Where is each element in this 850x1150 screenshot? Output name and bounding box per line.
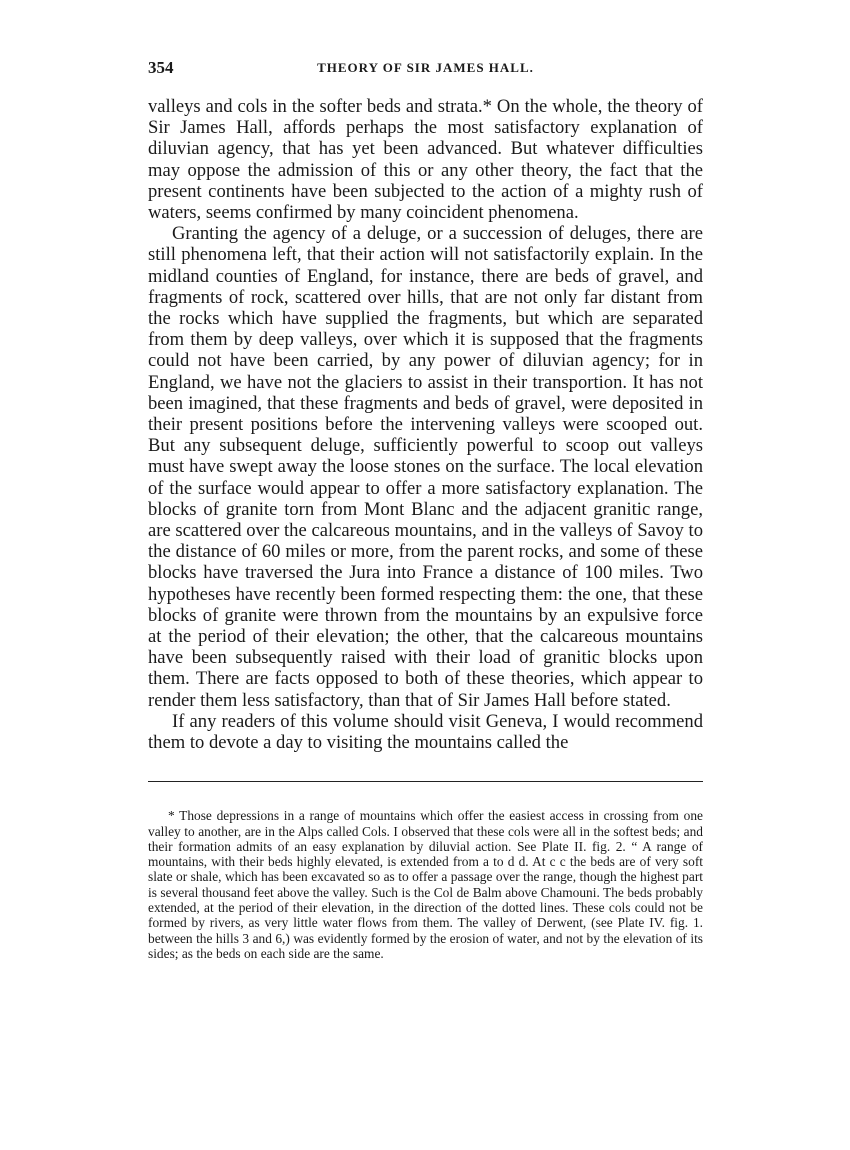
- footnote: [148, 808, 703, 961]
- book-page: [148, 58, 703, 961]
- paragraph: If any readers of this volume should visit Geneva, I would recommend them to devote a day to visiting the mountains called the: [148, 710, 703, 754]
- running-header: [148, 58, 703, 82]
- page-number: 354: [148, 58, 174, 77]
- footnote-text: * Those depressions in a range of mountains which offer the easiest access in crossing from one valley to another, are in the Alps called Cols. I observed that these cols were all in the softest beds; and their formation admits of an easy explanation by diluvial action. See Plate II. fig. 2. “ A range of mountains, with their beds highly elevated, is extended from a to d d. At c c the beds are of very soft slate or shale, which has been excavated so as to offer a passage over the range, though the highest part is several thousand feet above the valley. Such is the Col de Balm above Chamouni. The beds probably extended, at the period of their elevation, in the direction of the dotted lines. These cols could not be formed by rivers, as very little water flows from them. The valley of Derwent, (see Plate IV. fig. 1. between the hills 3 and 6,) was evidently formed by the erosion of water, and not by the elevation of its sides; as the beds on each side are the same.: [148, 808, 703, 961]
- running-title: THEORY OF SIR JAMES HALL.: [317, 60, 534, 75]
- footnote-divider: [148, 781, 703, 782]
- paragraph: Granting the agency of a deluge, or a succession of deluges, there are still phenomena left, that their action will not satisfactorily explain. In the midland counties of England, for instance, there are beds of gravel, and fragments of rock, scattered over hills, that are not only far distant from the rocks which have supplied the fragments, but which are separated from them by deep valleys, over which it is supposed that the fragments could not have been carried, by any power of diluvian agency; for in England, we have not the glaciers to assist in their transportion. It has not been imagined, that these fragments and beds of gravel, were deposited in their present positions before the intervening valleys were scooped out. But any subsequent deluge, sufficiently powerful to scoop out valleys must have swept away the loose stones on the surface. The local elevation of the surface would appear to offer a more satisfactory explanation. The blocks of granite torn from Mont Blanc and the adjacent granitic range, are scattered over the calcareous mountains, and in the valleys of Savoy to the distance of 60 miles or more, from the parent rocks, and some of these blocks have traversed the Jura into France a distance of 100 miles. Two hypotheses have recently been formed respecting them: the one, that these blocks of granite were thrown from the mountains by an expulsive force at the period of their elevation; the other, that the calcareous mountains have been subsequently raised with their load of granitic blocks upon them. There are facts opposed to both of these theories, which appear to render them less satisfactory, than that of Sir James Hall before stated.: [148, 223, 703, 711]
- body-text: [148, 96, 703, 753]
- paragraph-continued: valleys and cols in the softer beds and strata.* On the whole, the theory of Sir James Hall, affords perhaps the most satisfactory explanation of diluvian agency, that has yet been advanced. But whatever difficulties may oppose the admission of this or any other theory, the fact that the present continents have been subjected to the action of a mighty rush of waters, seems confirmed by many coincident phenomena.: [148, 96, 703, 224]
